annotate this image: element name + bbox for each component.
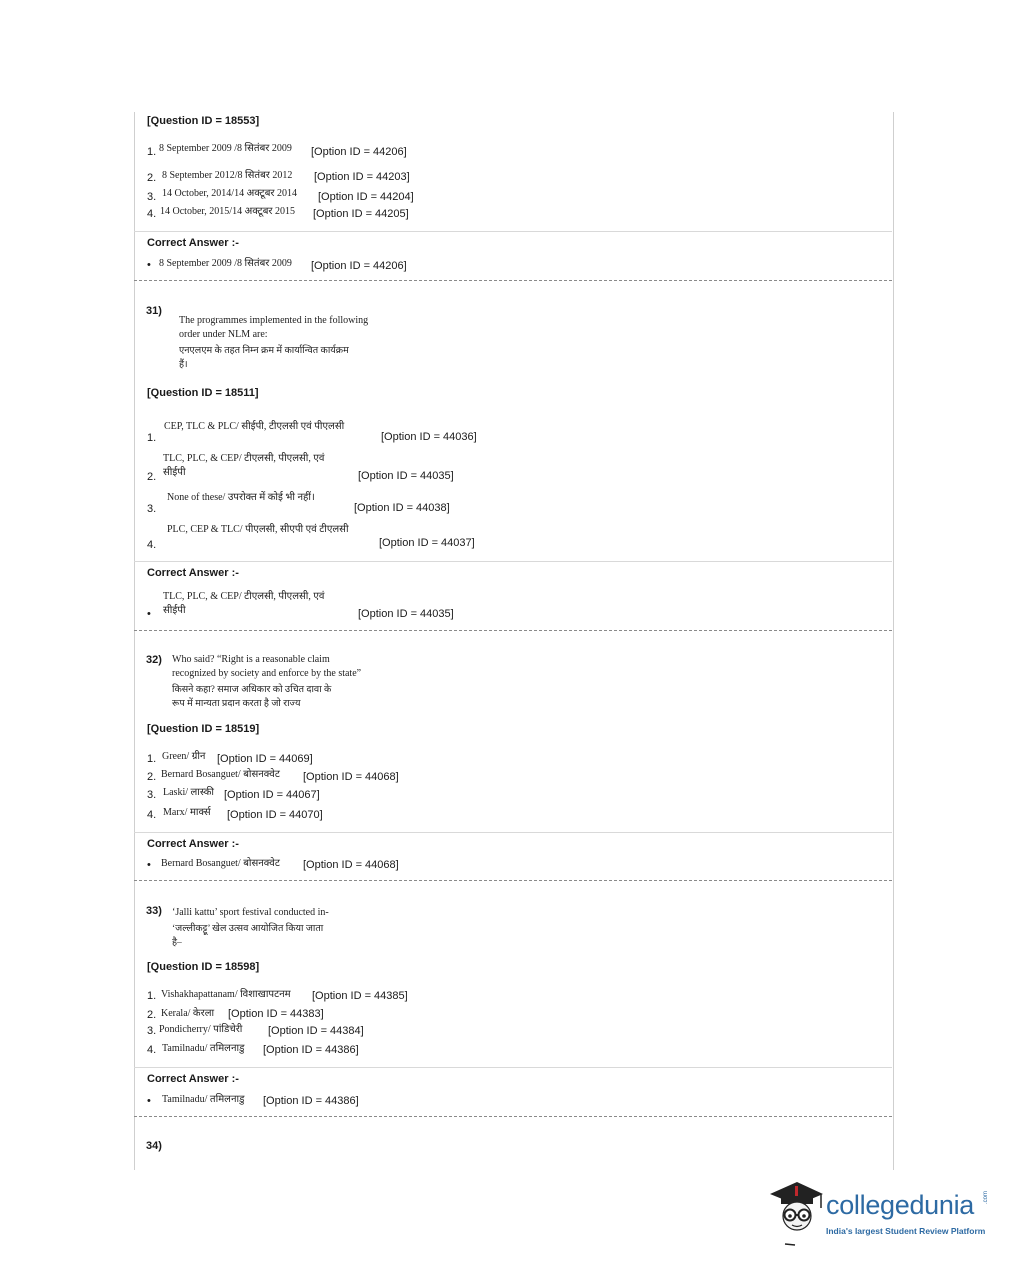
option-text: Tamilnadu/ तमिलनाडु bbox=[162, 1043, 245, 1054]
option-text: Laski/ लास्की bbox=[163, 787, 215, 798]
option-number: 1. bbox=[147, 432, 157, 444]
option-text: Green/ ग्रीन bbox=[162, 751, 206, 762]
option-id: [Option ID = 44204] bbox=[318, 191, 414, 203]
bullet-icon: • bbox=[147, 608, 151, 620]
correct-option-id: [Option ID = 44035] bbox=[358, 608, 454, 620]
question-number: 33) bbox=[146, 905, 162, 917]
correct-answer-text: 8 September 2009 /8 सितंबर 2009 bbox=[159, 258, 292, 269]
option-id: [Option ID = 44205] bbox=[313, 208, 409, 220]
bullet-icon: • bbox=[147, 259, 151, 271]
option-number: 3. bbox=[147, 503, 157, 515]
correct-answer-label: Correct Answer :- bbox=[147, 567, 239, 579]
question-number: 31) bbox=[146, 305, 162, 317]
option-number: 2. bbox=[147, 172, 157, 184]
question-text-line: एनएलएम के तहत निम्न क्रम में कार्यान्वित कार्यक्रम bbox=[179, 346, 349, 356]
option-id: [Option ID = 44386] bbox=[263, 1044, 359, 1056]
option-number: 3. bbox=[147, 789, 157, 801]
logo-tagline: India's largest Student Review Platform bbox=[826, 1226, 986, 1236]
question-text-line: हैं। bbox=[179, 360, 188, 370]
option-text: Pondicherry/ पांडिचेरी bbox=[159, 1024, 243, 1035]
option-text-continued: सीईपी bbox=[163, 467, 186, 478]
bullet-icon: • bbox=[147, 859, 151, 871]
option-text: CEP, TLC & PLC/ सीईपी, टीएलसी एवं पीएलसी bbox=[164, 421, 345, 432]
correct-option-id: [Option ID = 44206] bbox=[311, 260, 407, 272]
logo-wordmark: collegedunia bbox=[826, 1190, 975, 1220]
divider bbox=[134, 832, 892, 833]
option-text: TLC, PLC, & CEP/ टीएलसी, पीएलसी, एवं bbox=[163, 453, 325, 464]
question-text-line: ‘जल्लीकट्टू’ खेल उत्सव आयोजित किया जाता bbox=[172, 924, 324, 934]
option-number: 1. bbox=[147, 990, 157, 1002]
option-id: [Option ID = 44067] bbox=[224, 789, 320, 801]
option-id: [Option ID = 44038] bbox=[354, 502, 450, 514]
question-number: 34) bbox=[146, 1140, 162, 1152]
question-text-line: Who said? “Right is a reasonable claim bbox=[172, 654, 330, 665]
question-id: [Question ID = 18511] bbox=[147, 387, 259, 399]
option-text: None of these/ उपरोक्त में कोई भी नहीं। bbox=[167, 492, 315, 503]
option-id: [Option ID = 44206] bbox=[311, 146, 407, 158]
question-separator bbox=[134, 280, 892, 281]
option-number: 1. bbox=[147, 753, 157, 765]
correct-answer-text: Tamilnadu/ तमिलनाडु bbox=[162, 1094, 245, 1105]
option-id: [Option ID = 44069] bbox=[217, 753, 313, 765]
question-text-line: है– bbox=[172, 938, 182, 948]
question-number: 32) bbox=[146, 654, 162, 666]
option-number: 4. bbox=[147, 809, 157, 821]
question-text-line: रूप में मान्यता प्रदान करता है जो राज्य bbox=[172, 699, 301, 709]
option-id: [Option ID = 44070] bbox=[227, 809, 323, 821]
option-id: [Option ID = 44037] bbox=[379, 537, 475, 549]
logo-suffix: .com bbox=[983, 1190, 989, 1204]
option-number: 3. bbox=[147, 191, 157, 203]
option-text: Bernard Bosanguet/ बोसनक्वेट bbox=[161, 769, 280, 780]
option-id: [Option ID = 44068] bbox=[303, 771, 399, 783]
option-number: 2. bbox=[147, 771, 157, 783]
option-text: 14 October, 2015/14 अक्टूबर 2015 bbox=[160, 206, 296, 217]
option-number: 4. bbox=[147, 208, 157, 220]
correct-answer-label: Correct Answer :- bbox=[147, 1073, 239, 1085]
correct-answer-text: Bernard Bosanguet/ बोसनक्वेट bbox=[161, 858, 280, 869]
option-text: Vishakhapattanam/ विशाखापटनम bbox=[161, 989, 291, 1000]
divider bbox=[134, 1067, 892, 1068]
question-separator bbox=[134, 880, 892, 881]
option-id: [Option ID = 44036] bbox=[381, 431, 477, 443]
option-number: 3. bbox=[147, 1025, 157, 1037]
option-text: PLC, CEP & TLC/ पीएलसी, सीएपी एवं टीएलसी bbox=[167, 524, 349, 535]
option-text: Kerala/ केरला bbox=[161, 1008, 215, 1019]
question-id: [Question ID = 18519] bbox=[147, 723, 260, 735]
option-id: [Option ID = 44383] bbox=[228, 1008, 324, 1020]
option-id: [Option ID = 44384] bbox=[268, 1025, 364, 1037]
divider bbox=[134, 561, 892, 562]
divider bbox=[134, 231, 892, 232]
correct-answer-label: Correct Answer :- bbox=[147, 237, 239, 249]
bullet-icon: • bbox=[147, 1095, 151, 1107]
option-number: 4. bbox=[147, 1044, 157, 1056]
option-id: [Option ID = 44035] bbox=[358, 470, 454, 482]
option-number: 2. bbox=[147, 471, 157, 483]
correct-answer-text-continued: सीईपी bbox=[163, 605, 186, 616]
question-text-line: ‘Jalli kattu’ sport festival conducted in- bbox=[172, 907, 329, 918]
question-separator bbox=[134, 1116, 892, 1117]
option-number: 4. bbox=[147, 539, 157, 551]
option-number: 2. bbox=[147, 1009, 157, 1021]
option-id: [Option ID = 44203] bbox=[314, 171, 410, 183]
question-text-line: The programmes implemented in the following bbox=[179, 315, 369, 326]
correct-option-id: [Option ID = 44068] bbox=[303, 859, 399, 871]
option-text: 8 September 2012/8 सितंबर 2012 bbox=[162, 170, 293, 181]
option-id: [Option ID = 44385] bbox=[312, 990, 408, 1002]
option-text: 14 October, 2014/14 अक्टूबर 2014 bbox=[162, 188, 298, 199]
correct-answer-text: TLC, PLC, & CEP/ टीएलसी, पीएलसी, एवं bbox=[163, 591, 325, 602]
question-text-line: order under NLM are: bbox=[179, 329, 268, 340]
option-text: 8 September 2009 /8 सितंबर 2009 bbox=[159, 143, 292, 154]
option-number: 1. bbox=[147, 146, 157, 158]
question-id: [Question ID = 18553] bbox=[147, 115, 260, 127]
question-text-line: recognized by society and enforce by the state” bbox=[172, 668, 362, 679]
correct-answer-label: Correct Answer :- bbox=[147, 838, 239, 850]
question-separator bbox=[134, 630, 892, 631]
question-id: [Question ID = 18598] bbox=[147, 961, 260, 973]
option-text: Marx/ मार्क्स bbox=[163, 807, 211, 818]
question-text-line: किसने कहा? समाज अधिकार को उचित दावा के bbox=[172, 685, 332, 695]
correct-option-id: [Option ID = 44386] bbox=[263, 1095, 359, 1107]
